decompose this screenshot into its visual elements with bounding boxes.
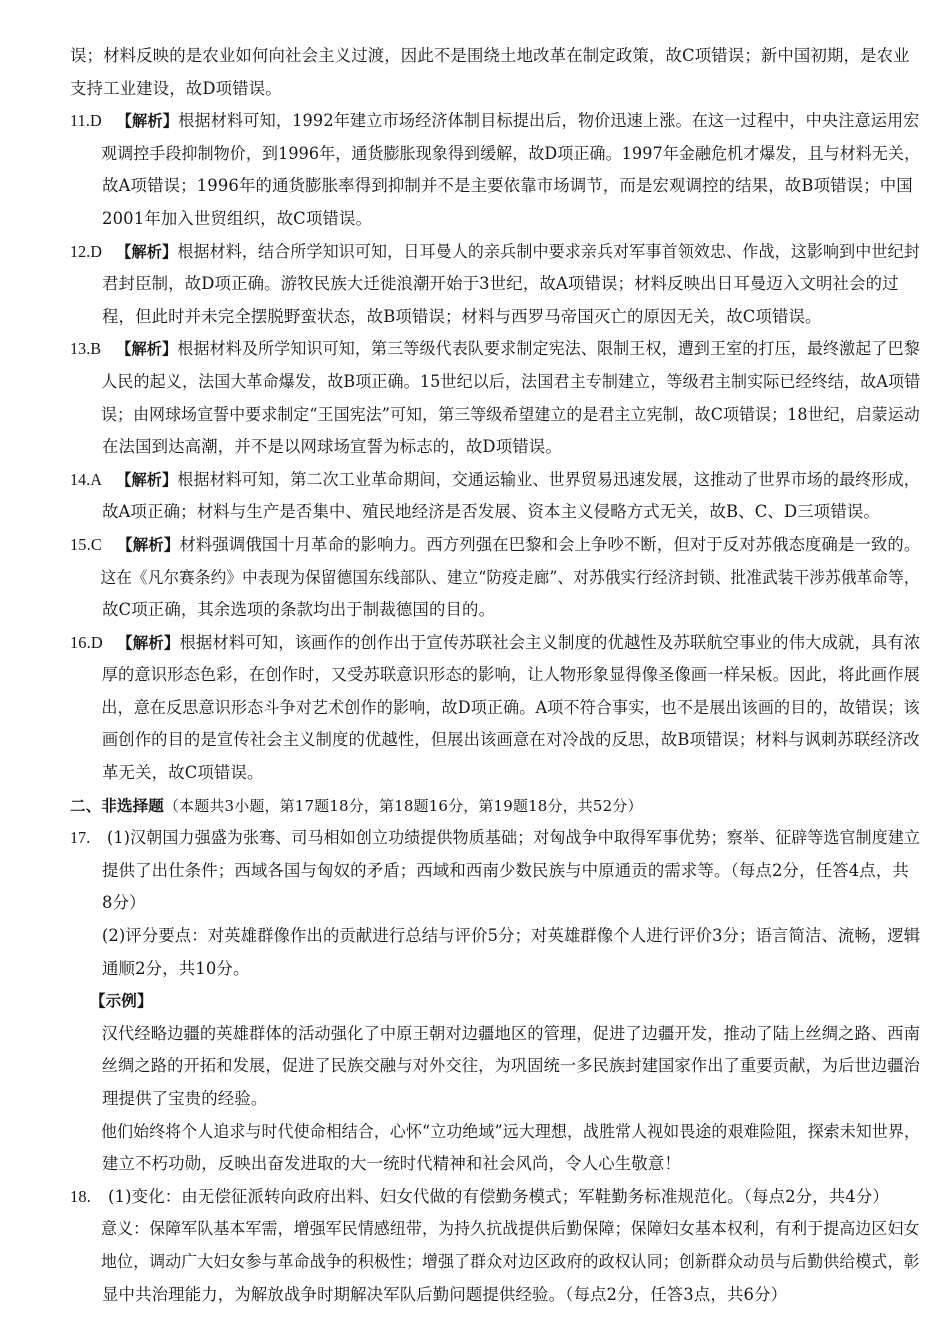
carryover-block <box>70 40 910 105</box>
question-number: 12.D <box>70 241 103 261</box>
text-line: 显中共治理能力，为解放战争时期解决军队后勤问题提供经验。（每点2分，任答3点，共6分） <box>102 1284 788 1304</box>
text-line: 2001年加入世贸组织，故C项错误。 <box>102 208 373 228</box>
text-line: 误；由网球场宣誓中要求制定“王国宪法”可知，第三等级希望建立的是君主立宪制，故C项错误；18世纪，启蒙运动 <box>101 404 920 424</box>
text-line: 厚的意识形态色彩，在创作时，又受苏联意识形态的影响，让人物形象显得像圣像画一样呆板。因此，将此画作展 <box>101 665 921 685</box>
text-line: 根据材料，结合所学知识可知，日耳曼人的亲兵制中要求亲兵对军事首领效忠、作战，这影响到中世纪封 <box>177 241 920 261</box>
text-line: 提供了出仕条件；西域各国与匈奴的矛盾；西域和西南少数民族与中原通贡的需求等。（每点2分，任答4点，共 <box>102 860 909 880</box>
text-line: 根据材料可知，该画作的创作出于宣传苏联社会主义制度的优越性及苏联航空事业的伟大成就，具有浓 <box>179 632 921 652</box>
section-desc: （本题共3小题，第17题18分，第18题16分，第19题18分，共52分） <box>163 796 643 815</box>
text-line: 他们始终将个人追求与时代使命相结合，心怀“立功绝域”远大理想，战胜常人视如畏途的艰难险阻，探索未知世界， <box>101 1121 921 1141</box>
answer-item-16 <box>70 627 921 790</box>
section-heading <box>70 790 906 823</box>
text-line: 汉代经略边疆的英雄群体的活动强化了中原王朝对边疆地区的管理，促进了边疆开发，推动了陆上丝绸之路、西南 <box>101 1023 921 1043</box>
text-line: 根据材料及所学知识可知，第三等级代表队要求制定宪法、限制王权，遭到王室的打压，最终激起了巴黎 <box>177 339 920 359</box>
question-number: 15.C <box>70 534 102 554</box>
answer-item-15 <box>70 529 921 627</box>
text-line: 意义：保障军队基本军需，增强军民情感纽带，为持久抗战提供后勤保障；保障妇女基本权利，有利于提高边区妇女 <box>101 1219 920 1239</box>
answer-item-14 <box>70 464 920 529</box>
text-line: 画创作的目的是宣传社会主义制度的优越性，但展出该画意在对冷战的反思，故B项错误；材料与讽刺苏联经济改 <box>101 730 920 750</box>
example-label: 【示例】 <box>90 992 153 1011</box>
question-number: 13.B <box>70 339 102 359</box>
question-number: 16.D <box>70 632 103 652</box>
text-line: 理提供了宝贵的经验。 <box>102 1089 268 1108</box>
question-number: 14.A <box>70 469 103 489</box>
text-line: 根据材料可知，1992年建立市场经济体制目标提出后，物价迅速上涨。在这一过程中，中央注意运用宏 <box>178 111 920 131</box>
text-line: 根据材料可知，第二次工业革命期间，交通运输业、世界贸易迅速发展，这推动了世界市场的最终形成， <box>177 469 920 489</box>
text-line: 故C项正确，其余选项的条款均出于制裁德国的目的。 <box>102 600 496 620</box>
analysis-tag: 【解析】 <box>116 112 179 131</box>
text-line: 故A项正确；材料与生产是否集中、殖民地经济是否发展、资本主义侵略方式无关，故B、C、D三项错误。 <box>102 502 880 522</box>
text-line: 在法国到达高潮，并不是以网球场宣誓为标志的，故D项错误。 <box>102 437 562 457</box>
text-line: 故A项错误；1996年的通货膨胀率得到抑制并不是主要依靠市场调节，而是宏观调控的结果，故B项错误；中国 <box>102 176 913 196</box>
text-line: 程，但此时并未完全摆脱野蛮状态，故B项错误；材料与西罗马帝国灭亡的原因无关，故C项错误。 <box>102 306 822 326</box>
answer-item-17 <box>70 822 921 1181</box>
section-title: 二、非选择题 <box>70 796 164 815</box>
text-line: 8分） <box>102 893 146 913</box>
analysis-tag: 【解析】 <box>116 242 178 261</box>
text-line: (1)汉朝国力强盛为张骞、司马相如创立功绩提供物质基础；对匈战争中取得军事优势；察举、征辟等选官制度建立 <box>107 828 921 848</box>
text-line: 支持工业建设，故D项错误。 <box>70 78 282 98</box>
text-line: (1)变化：由无偿征派转向政府出料、妇女代做的有偿勤务模式；军鞋勤务标准规范化。（每点2分，共4分） <box>108 1186 889 1206</box>
question-number: 11.D <box>70 111 102 131</box>
analysis-tag: 【解析】 <box>117 535 180 554</box>
text-line: 出，意在反思意识形态斗争对艺术创作的影响，故D项正确。A项不符合事实，也不是展出该画的目的，故错误；该 <box>101 697 920 717</box>
text-line: 这在《凡尔赛条约》中表现为保留德国东线部队、建立“防疫走廊”、对苏俄实行经济封锁、批准武装干涉苏俄革命等， <box>100 567 920 587</box>
analysis-tag: 【解析】 <box>116 340 178 359</box>
text-line: 君封臣制，故D项正确。游牧民族大迁徙浪潮开始于3世纪，故A项错误；材料反映出日耳曼迈入文明社会的过 <box>102 274 899 294</box>
text-line: 观调控手段抑制物价，到1996年，通货膨胀现象得到缓解，故D项正确。1997年金融危机才爆发，且与材料无关， <box>101 143 921 163</box>
text-line: 通顺2分，共10分。 <box>102 958 250 978</box>
answer-item-12 <box>70 236 920 334</box>
answer-item-13 <box>70 333 921 463</box>
answer-item-11 <box>70 105 921 235</box>
text-line: 革无关，故C项错误。 <box>102 763 264 783</box>
analysis-tag: 【解析】 <box>117 633 180 652</box>
answer-item-18 <box>70 1181 920 1311</box>
text-line: 丝绸之路的开拓和发展，促进了民族交融与对外交往，为巩固统一多民族封建国家作出了重要贡献，为后世边疆治 <box>101 1056 921 1076</box>
text-line: 材料强调俄国十月革命的影响力。西方列强在巴黎和会上争吵不断，但对于反对苏俄态度确是一致的。 <box>179 534 921 554</box>
text-line: 建立不朽功勋，反映出奋发进取的大一统时代精神和社会风尚，令人心生敬意！ <box>102 1154 681 1174</box>
analysis-tag: 【解析】 <box>116 470 178 489</box>
question-number: 17. <box>70 828 91 848</box>
text-line: (2)评分要点：对英雄群像作出的贡献进行总结与评价5分；对英雄群像个人进行评价3分；语言简洁、流畅，逻辑 <box>101 926 921 946</box>
text-line: 地位，调动广大妇女参与革命战争的积极性；增强了群众对边区政府的政权认同；创新群众动员与后勤供给模式，彰 <box>101 1251 920 1271</box>
text-line: 人民的起义，法国大革命爆发，故B项正确。15世纪以后，法国君主专制建立，等级君主制实际已经终结，故A项错 <box>101 371 921 391</box>
text-line: 误；材料反映的是农业如何向社会主义过渡，因此不是围绕土地改革在制定政策，故C项错误；新中国初期，是农业 <box>70 46 910 65</box>
question-number: 18. <box>70 1186 91 1206</box>
